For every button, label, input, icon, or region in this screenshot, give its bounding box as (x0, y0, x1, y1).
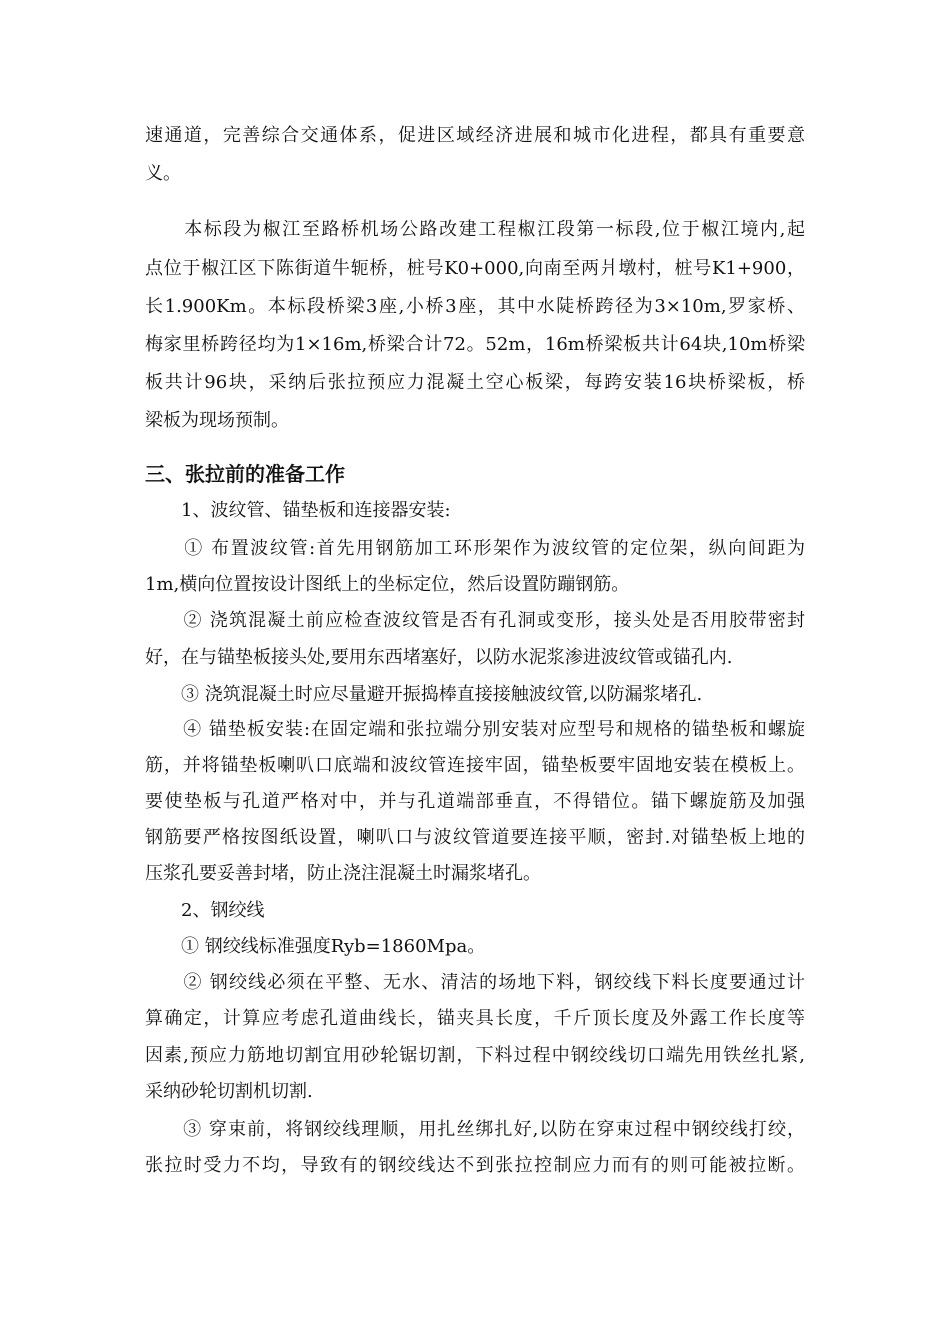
body-line: 1、波纹管、锚垫板和连接器安装: (145, 500, 451, 521)
body-line: 采纳砂轮切割机切割. (145, 1081, 313, 1102)
paragraph-line: 义。 (145, 163, 181, 184)
section-title: 三、张拉前的准备工作 (145, 462, 345, 486)
body-line: 张拉时受力不均，导致有的钢绞线达不到张拉控制应力而有的则可能被拉断。 (145, 1155, 805, 1176)
body-line: 压浆孔要妥善封堵，防止浇注混凝土时漏浆堵孔。 (145, 863, 541, 884)
paragraph-line: 梁板为现场预制。 (145, 410, 289, 431)
body-line: 筋，并将锚垫板喇叭口底端和波纹管连接牢固，锚垫板要牢固地安装在模板上。 (145, 755, 805, 776)
body-line: 因素,预应力筋地切割宜用砂轮锯切割，下料过程中钢绞线切口端先用铁丝扎紧, (145, 1045, 805, 1066)
body-line: ② 钢绞线必须在平整、无水、清洁的场地下料，钢绞线下料长度要通过计 (145, 972, 805, 993)
body-line: ① 布置波纹管:首先用钢筋加工环形架作为波纹管的定位架，纵向间距为 (145, 538, 805, 559)
paragraph-line: 本标段为椒江至路桥机场公路改建工程椒江段第一标段,位于椒江境内,起 (145, 219, 805, 240)
body-line: ③ 穿束前，将钢绞线理顺，用扎丝绑扎好,以防在穿束过程中钢绞线打绞， (145, 1119, 805, 1140)
paragraph-line: 点位于椒江区下陈街道牛轭桥，桩号K0+000,向南至两爿墩村，桩号K1+900， (145, 258, 805, 279)
body-line: 好，在与锚垫板接头处,要用东西堵塞好，以防水泥浆渗进波纹管或锚孔内. (145, 647, 733, 668)
body-line: ④ 锚垫板安装:在固定端和张拉端分别安装对应型号和规格的锚垫板和螺旋 (145, 719, 805, 740)
body-line: ① 钢绞线标准强度Ryb=1860Mpa。 (145, 936, 486, 957)
paragraph-line: 板共计96块，采纳后张拉预应力混凝土空心板梁，每跨安装16块桥梁板，桥 (145, 372, 805, 393)
body-line: 要使垫板与孔道严格对中，并与孔道端部垂直，不得错位。锚下螺旋筋及加强 (145, 791, 805, 812)
body-line: 2、钢绞线 (145, 900, 265, 921)
paragraph-line: 速通道，完善综合交通体系，促进区域经济进展和城市化进程，都具有重要意 (145, 125, 805, 146)
body-line: 1m,横向位置按设计图纸上的坐标定位，然后设置防蹦钢筋。 (145, 574, 630, 595)
paragraph-line: 长1.900Km。本标段桥梁3座,小桥3座，其中水陡桥跨径为3×10m,罗家桥、 (145, 296, 805, 317)
body-line: 算确定，计算应考虑孔道曲线长，锚夹具长度，千斤顶长度及外露工作长度等 (145, 1008, 805, 1029)
body-line: ② 浇筑混凝土前应检查波纹管是否有孔洞或变形，接头处是否用胶带密封 (145, 610, 805, 631)
body-line: ③ 浇筑混凝土时应尽量避开振捣棒直接接触波纹管,以防漏浆堵孔. (145, 684, 703, 705)
paragraph-line: 梅家里桥跨径均为1×16m,桥梁合计72。52m，16m桥梁板共计64块,10m桥梁 (145, 334, 805, 355)
body-line: 钢筋要严格按图纸设置，喇叭口与波纹管道要连接平顺，密封.对锚垫板上地的 (145, 827, 805, 848)
